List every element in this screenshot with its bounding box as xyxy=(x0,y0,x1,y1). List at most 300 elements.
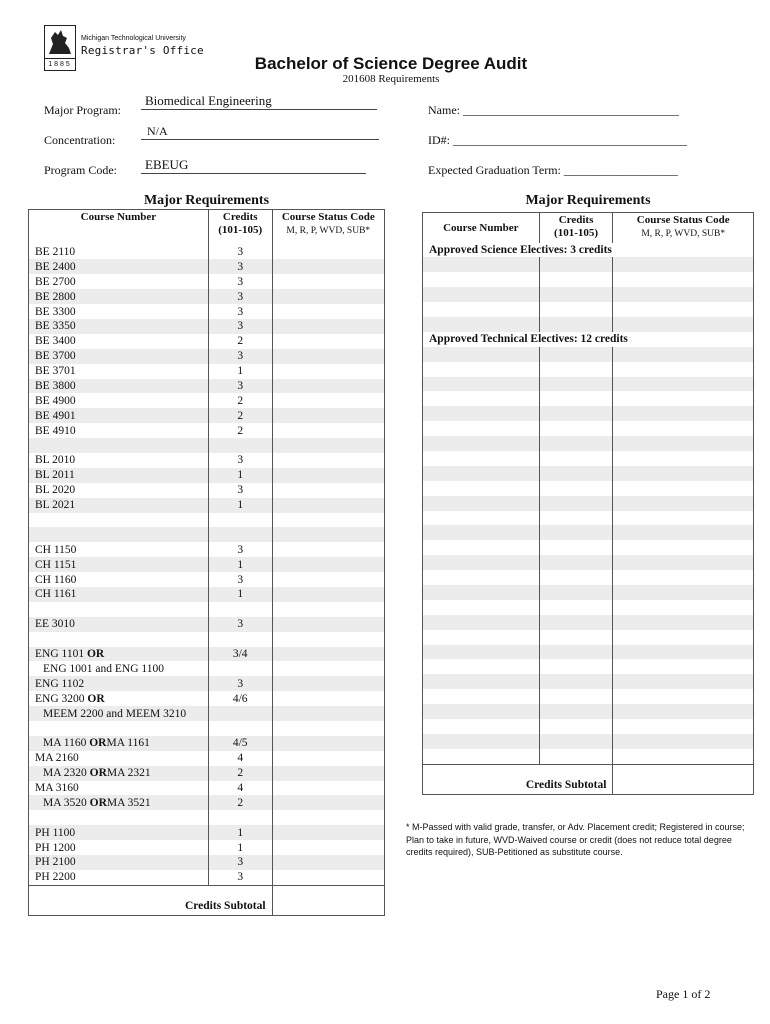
course-credits xyxy=(208,513,272,528)
table-row xyxy=(29,840,385,855)
table-row xyxy=(423,421,754,436)
elective-status-cell[interactable] xyxy=(613,615,754,630)
course-number-header: Course Number xyxy=(80,211,157,223)
table-row xyxy=(29,647,385,662)
elective-status-cell[interactable] xyxy=(613,421,754,436)
course-credits: 1 xyxy=(208,840,272,855)
elective-credits-cell[interactable] xyxy=(539,257,613,272)
elective-credits-cell[interactable] xyxy=(539,674,613,689)
right-credits-subtotal-label: Credits Subtotal xyxy=(525,778,607,791)
elective-credits-cell[interactable] xyxy=(539,570,613,585)
elective-course-cell[interactable] xyxy=(423,347,540,362)
course-status-cell[interactable] xyxy=(272,453,384,468)
course-credits: 3 xyxy=(208,243,272,260)
course-status-cell[interactable] xyxy=(272,676,384,691)
table-row xyxy=(29,408,385,423)
course-status-cell[interactable] xyxy=(272,602,384,617)
program-code-field[interactable]: EBEUG xyxy=(141,157,366,174)
concentration-field[interactable]: N/A xyxy=(141,124,379,140)
elective-credits-cell[interactable] xyxy=(539,496,613,511)
course-credits: 3 xyxy=(208,870,272,885)
course-number: CH 1150 xyxy=(29,542,209,557)
course-number: BE 4900 xyxy=(29,393,209,408)
elective-status-cell[interactable] xyxy=(613,749,754,764)
course-credits: 3 xyxy=(208,349,272,364)
course-credits: 1 xyxy=(208,557,272,572)
table-row xyxy=(423,377,754,392)
course-credits: 4/6 xyxy=(208,691,272,706)
table-row xyxy=(29,468,385,483)
right-status-code-header: Course Status Code M, R, P, WVD, SUB* xyxy=(613,213,754,243)
course-credits: 1 xyxy=(208,498,272,513)
course-status-cell[interactable] xyxy=(272,438,384,453)
course-number: MA 2320 ORMA 2321 xyxy=(29,766,209,781)
major-requirements-table xyxy=(28,209,385,916)
elective-status-cell[interactable] xyxy=(613,377,754,392)
course-credits: 2 xyxy=(208,795,272,810)
office-name: Registrar's Office xyxy=(81,44,204,57)
table-row xyxy=(29,513,385,528)
table-row xyxy=(29,632,385,647)
course-number: ENG 1101 OR xyxy=(29,647,209,662)
elective-credits-cell[interactable] xyxy=(539,481,613,496)
course-credits: 3 xyxy=(208,572,272,587)
course-number xyxy=(29,632,209,647)
elective-course-cell[interactable] xyxy=(423,436,540,451)
elective-credits-cell[interactable] xyxy=(539,287,613,302)
table-row xyxy=(423,391,754,406)
table-row xyxy=(29,825,385,840)
table-row xyxy=(423,674,754,689)
course-number xyxy=(29,513,209,528)
course-number xyxy=(29,527,209,542)
table-row xyxy=(423,496,754,511)
course-status-cell[interactable] xyxy=(272,513,384,528)
course-status-cell[interactable] xyxy=(272,870,384,885)
table-row xyxy=(29,334,385,349)
course-credits: 2 xyxy=(208,766,272,781)
table-row xyxy=(29,289,385,304)
left-credits-subtotal-label: Credits Subtotal xyxy=(184,899,266,912)
elective-course-cell[interactable] xyxy=(423,674,540,689)
course-status-cell[interactable] xyxy=(272,408,384,423)
right-credits-header: Credits (101-105) xyxy=(539,213,613,243)
elective-course-cell[interactable] xyxy=(423,689,540,704)
table-row xyxy=(423,645,754,660)
course-status-cell[interactable] xyxy=(272,423,384,438)
table-row xyxy=(423,659,754,674)
elective-status-cell[interactable] xyxy=(613,406,754,421)
table-row xyxy=(29,542,385,557)
course-number: PH 2100 xyxy=(29,855,209,870)
left-section-title: Major Requirements xyxy=(143,193,270,208)
course-number: BL 2021 xyxy=(29,498,209,513)
elective-course-cell[interactable] xyxy=(423,511,540,526)
table-row xyxy=(423,630,754,645)
program-code-label: Program Code: xyxy=(44,163,117,177)
course-status-cell[interactable] xyxy=(272,319,384,334)
elective-course-cell[interactable] xyxy=(423,362,540,377)
elective-credits-cell[interactable] xyxy=(539,302,613,317)
university-name: Michigan Technological University xyxy=(81,35,186,42)
elective-credits-cell[interactable] xyxy=(539,585,613,600)
table-row xyxy=(423,362,754,377)
course-credits: 3 xyxy=(208,855,272,870)
course-number: BE 3701 xyxy=(29,364,209,379)
course-number: BE 4901 xyxy=(29,408,209,423)
course-status-cell[interactable] xyxy=(272,334,384,349)
elective-course-cell[interactable] xyxy=(423,734,540,749)
course-credits: 3 xyxy=(208,453,272,468)
course-credits: 3 xyxy=(208,617,272,632)
course-status-cell[interactable] xyxy=(272,751,384,766)
table-row xyxy=(423,317,754,332)
course-status-cell[interactable] xyxy=(272,572,384,587)
course-status-cell[interactable] xyxy=(272,706,384,721)
elective-status-cell[interactable] xyxy=(613,585,754,600)
course-status-cell[interactable] xyxy=(272,795,384,810)
course-status-cell[interactable] xyxy=(272,349,384,364)
course-number: BE 2110 xyxy=(29,243,209,260)
course-status-cell[interactable] xyxy=(272,379,384,394)
page-title: Bachelor of Science Degree Audit xyxy=(254,54,528,73)
course-status-cell[interactable] xyxy=(272,632,384,647)
elective-credits-cell[interactable] xyxy=(539,645,613,660)
course-status-cell[interactable] xyxy=(272,498,384,513)
elective-course-cell[interactable] xyxy=(423,525,540,540)
id-field[interactable]: ID#: _______________________________________ xyxy=(428,133,687,147)
elective-credits-cell[interactable] xyxy=(539,347,613,362)
elective-credits-cell[interactable] xyxy=(539,749,613,764)
course-status-cell[interactable] xyxy=(272,542,384,557)
elective-credits-cell[interactable] xyxy=(539,555,613,570)
course-credits: 1 xyxy=(208,468,272,483)
course-status-cell[interactable] xyxy=(272,825,384,840)
table-row xyxy=(29,527,385,542)
course-number: ENG 1102 xyxy=(29,676,209,691)
elective-status-cell[interactable] xyxy=(613,630,754,645)
table-row xyxy=(29,721,385,736)
elective-course-cell[interactable] xyxy=(423,585,540,600)
course-credits: 1 xyxy=(208,587,272,602)
course-number: BE 3700 xyxy=(29,349,209,364)
course-number: BE 2700 xyxy=(29,274,209,289)
course-credits: 3 xyxy=(208,379,272,394)
elective-course-cell[interactable] xyxy=(423,570,540,585)
course-status-cell[interactable] xyxy=(272,840,384,855)
elective-credits-cell[interactable] xyxy=(539,719,613,734)
table-row xyxy=(29,676,385,691)
course-number: ENG 1001 and ENG 1100 xyxy=(29,661,209,676)
course-status-cell[interactable] xyxy=(272,781,384,796)
major-program-field[interactable]: Biomedical Engineering xyxy=(141,93,377,110)
elective-status-cell[interactable] xyxy=(613,540,754,555)
course-status-cell[interactable] xyxy=(272,364,384,379)
elective-credits-cell[interactable] xyxy=(539,436,613,451)
elective-course-cell[interactable] xyxy=(423,719,540,734)
elective-credits-cell[interactable] xyxy=(539,391,613,406)
elective-status-cell[interactable] xyxy=(613,272,754,287)
elective-course-cell[interactable] xyxy=(423,496,540,511)
elective-status-cell[interactable] xyxy=(613,555,754,570)
science-electives-heading: Approved Science Electives: 3 credits xyxy=(423,243,754,258)
table-row xyxy=(29,706,385,721)
course-credits: 3/4 xyxy=(208,647,272,662)
course-number: MEEM 2200 and MEEM 3210 xyxy=(29,706,209,721)
elective-credits-cell[interactable] xyxy=(539,630,613,645)
course-credits: 3 xyxy=(208,304,272,319)
course-status-cell[interactable] xyxy=(272,617,384,632)
elective-course-cell[interactable] xyxy=(423,749,540,764)
course-status-cell[interactable] xyxy=(272,289,384,304)
elective-course-cell[interactable] xyxy=(423,391,540,406)
elective-course-cell[interactable] xyxy=(423,555,540,570)
course-status-cell[interactable] xyxy=(272,274,384,289)
course-status-cell[interactable] xyxy=(272,557,384,572)
course-credits: 3 xyxy=(208,289,272,304)
table-row xyxy=(423,689,754,704)
elective-credits-cell[interactable] xyxy=(539,659,613,674)
elective-status-cell[interactable] xyxy=(613,302,754,317)
course-credits: 3 xyxy=(208,319,272,334)
table-row xyxy=(423,540,754,555)
table-row xyxy=(423,302,754,317)
course-credits: 2 xyxy=(208,334,272,349)
elective-status-cell[interactable] xyxy=(613,451,754,466)
elective-status-cell[interactable] xyxy=(613,496,754,511)
course-credits: 4 xyxy=(208,751,272,766)
elective-course-cell[interactable] xyxy=(423,630,540,645)
course-status-cell[interactable] xyxy=(272,527,384,542)
course-credits xyxy=(208,632,272,647)
course-number: MA 3160 xyxy=(29,781,209,796)
table-row xyxy=(29,423,385,438)
elective-status-cell[interactable] xyxy=(613,287,754,302)
course-number: MA 1160 ORMA 1161 xyxy=(29,736,209,751)
table-row xyxy=(423,719,754,734)
table-row xyxy=(29,259,385,274)
course-credits: 4 xyxy=(208,781,272,796)
elective-status-cell[interactable] xyxy=(613,511,754,526)
course-credits: 2 xyxy=(208,423,272,438)
course-number: BE 4910 xyxy=(29,423,209,438)
course-credits xyxy=(208,438,272,453)
page-subtitle: 201608 Requirements xyxy=(342,73,440,85)
elective-course-cell[interactable] xyxy=(423,600,540,615)
course-credits xyxy=(208,602,272,617)
elective-status-cell[interactable] xyxy=(613,362,754,377)
elective-course-cell[interactable] xyxy=(423,615,540,630)
elective-credits-cell[interactable] xyxy=(539,406,613,421)
elective-status-cell[interactable] xyxy=(613,257,754,272)
course-number: BL 2011 xyxy=(29,468,209,483)
course-number xyxy=(29,602,209,617)
table-row xyxy=(29,751,385,766)
course-number: CH 1160 xyxy=(29,572,209,587)
course-number: PH 1100 xyxy=(29,825,209,840)
status-code-footnote: * M-Passed with valid grade, transfer, or Adv. Placement credit; Registered in course; Plan to take in future, WVD-Waived course or credit (does not reduce total degree credits required), SUB-Petitioned as substitute course. xyxy=(406,822,745,857)
table-row xyxy=(29,274,385,289)
elective-course-cell[interactable] xyxy=(423,287,540,302)
course-status-cell[interactable] xyxy=(272,810,384,825)
table-row xyxy=(423,615,754,630)
table-row xyxy=(423,243,754,258)
table-row xyxy=(29,661,385,676)
elective-status-cell[interactable] xyxy=(613,704,754,719)
course-credits: 3 xyxy=(208,676,272,691)
elective-course-cell[interactable] xyxy=(423,317,540,332)
elective-status-cell[interactable] xyxy=(613,734,754,749)
elective-status-cell[interactable] xyxy=(613,317,754,332)
elective-status-cell[interactable] xyxy=(613,674,754,689)
elective-credits-cell[interactable] xyxy=(539,689,613,704)
elective-course-cell[interactable] xyxy=(423,257,540,272)
table-row xyxy=(423,481,754,496)
course-status-cell[interactable] xyxy=(272,468,384,483)
elective-credits-cell[interactable] xyxy=(539,451,613,466)
course-status-cell[interactable] xyxy=(272,647,384,662)
elective-credits-cell[interactable] xyxy=(539,600,613,615)
table-row xyxy=(29,766,385,781)
course-status-cell[interactable] xyxy=(272,587,384,602)
elective-credits-cell[interactable] xyxy=(539,362,613,377)
elective-course-cell[interactable] xyxy=(423,645,540,660)
course-status-cell[interactable] xyxy=(272,766,384,781)
elective-credits-cell[interactable] xyxy=(539,317,613,332)
elective-credits-cell[interactable] xyxy=(539,272,613,287)
course-status-cell[interactable] xyxy=(272,393,384,408)
concentration-label: Concentration: xyxy=(44,133,116,147)
course-status-cell[interactable] xyxy=(272,855,384,870)
table-row xyxy=(29,587,385,602)
table-row xyxy=(423,466,754,481)
elective-course-cell[interactable] xyxy=(423,406,540,421)
elective-status-cell[interactable] xyxy=(613,481,754,496)
elective-course-cell[interactable] xyxy=(423,540,540,555)
table-row xyxy=(423,600,754,615)
course-number: BE 2800 xyxy=(29,289,209,304)
course-number: BE 3800 xyxy=(29,379,209,394)
elective-status-cell[interactable] xyxy=(613,436,754,451)
elective-course-cell[interactable] xyxy=(423,659,540,674)
course-credits xyxy=(208,706,272,721)
table-row xyxy=(29,736,385,751)
course-number: ENG 3200 OR xyxy=(29,691,209,706)
elective-course-cell[interactable] xyxy=(423,421,540,436)
elective-course-cell[interactable] xyxy=(423,481,540,496)
table-row xyxy=(29,243,385,260)
elective-course-cell[interactable] xyxy=(423,377,540,392)
page-number: Page 1 of 2 xyxy=(656,987,711,1001)
elective-credits-cell[interactable] xyxy=(539,704,613,719)
technical-electives-heading: Approved Technical Electives: 12 credits xyxy=(423,332,754,347)
left-credits-subtotal-value[interactable] xyxy=(272,885,384,915)
table-row xyxy=(29,870,385,885)
elective-status-cell[interactable] xyxy=(613,719,754,734)
graduation-term-field[interactable]: Expected Graduation Term: ___________________ xyxy=(428,163,678,177)
course-number xyxy=(29,721,209,736)
elective-status-cell[interactable] xyxy=(613,391,754,406)
elective-course-cell[interactable] xyxy=(423,704,540,719)
course-credits xyxy=(208,527,272,542)
course-status-cell[interactable] xyxy=(272,661,384,676)
table-row xyxy=(29,602,385,617)
right-credits-subtotal-value[interactable] xyxy=(613,764,754,794)
table-row xyxy=(423,406,754,421)
elective-status-cell[interactable] xyxy=(613,689,754,704)
elective-credits-cell[interactable] xyxy=(539,540,613,555)
elective-credits-cell[interactable] xyxy=(539,615,613,630)
table-row xyxy=(423,347,754,362)
elective-status-cell[interactable] xyxy=(613,570,754,585)
table-row xyxy=(423,332,754,347)
table-row xyxy=(29,483,385,498)
course-status-cell[interactable] xyxy=(272,243,384,260)
elective-credits-cell[interactable] xyxy=(539,734,613,749)
course-credits: 1 xyxy=(208,825,272,840)
elective-credits-cell[interactable] xyxy=(539,466,613,481)
course-number: BL 2010 xyxy=(29,453,209,468)
table-row xyxy=(29,810,385,825)
course-credits: 3 xyxy=(208,259,272,274)
elective-requirements-table xyxy=(422,212,754,795)
course-number: BE 2400 xyxy=(29,259,209,274)
elective-credits-cell[interactable] xyxy=(539,525,613,540)
status-code-header: Course Status Code M, R, P, WVD, SUB* xyxy=(272,210,384,243)
elective-status-cell[interactable] xyxy=(613,466,754,481)
elective-course-cell[interactable] xyxy=(423,466,540,481)
course-status-cell[interactable] xyxy=(272,691,384,706)
table-row xyxy=(29,617,385,632)
elective-status-cell[interactable] xyxy=(613,525,754,540)
table-row xyxy=(29,781,385,796)
elective-status-cell[interactable] xyxy=(613,659,754,674)
elective-course-cell[interactable] xyxy=(423,302,540,317)
table-row xyxy=(29,691,385,706)
course-credits: 2 xyxy=(208,393,272,408)
logo-year: 1885 xyxy=(45,58,75,70)
course-status-cell[interactable] xyxy=(272,736,384,751)
table-row xyxy=(423,511,754,526)
elective-credits-cell[interactable] xyxy=(539,511,613,526)
elective-credits-cell[interactable] xyxy=(539,421,613,436)
elective-status-cell[interactable] xyxy=(613,347,754,362)
elective-credits-cell[interactable] xyxy=(539,377,613,392)
course-number: MA 2160 xyxy=(29,751,209,766)
table-row xyxy=(29,379,385,394)
table-row xyxy=(29,795,385,810)
table-row xyxy=(423,451,754,466)
elective-course-cell[interactable] xyxy=(423,272,540,287)
table-row xyxy=(29,349,385,364)
course-credits: 2 xyxy=(208,408,272,423)
elective-course-cell[interactable] xyxy=(423,451,540,466)
course-status-cell[interactable] xyxy=(272,483,384,498)
course-status-cell[interactable] xyxy=(272,304,384,319)
course-credits: 1 xyxy=(208,364,272,379)
table-row xyxy=(29,438,385,453)
course-number xyxy=(29,438,209,453)
table-row xyxy=(423,585,754,600)
course-status-cell[interactable] xyxy=(272,721,384,736)
elective-status-cell[interactable] xyxy=(613,600,754,615)
table-row xyxy=(423,734,754,749)
course-number: BE 3300 xyxy=(29,304,209,319)
name-field[interactable]: Name: ____________________________________ xyxy=(428,103,679,117)
course-status-cell[interactable] xyxy=(272,259,384,274)
elective-status-cell[interactable] xyxy=(613,645,754,660)
course-credits: 3 xyxy=(208,542,272,557)
